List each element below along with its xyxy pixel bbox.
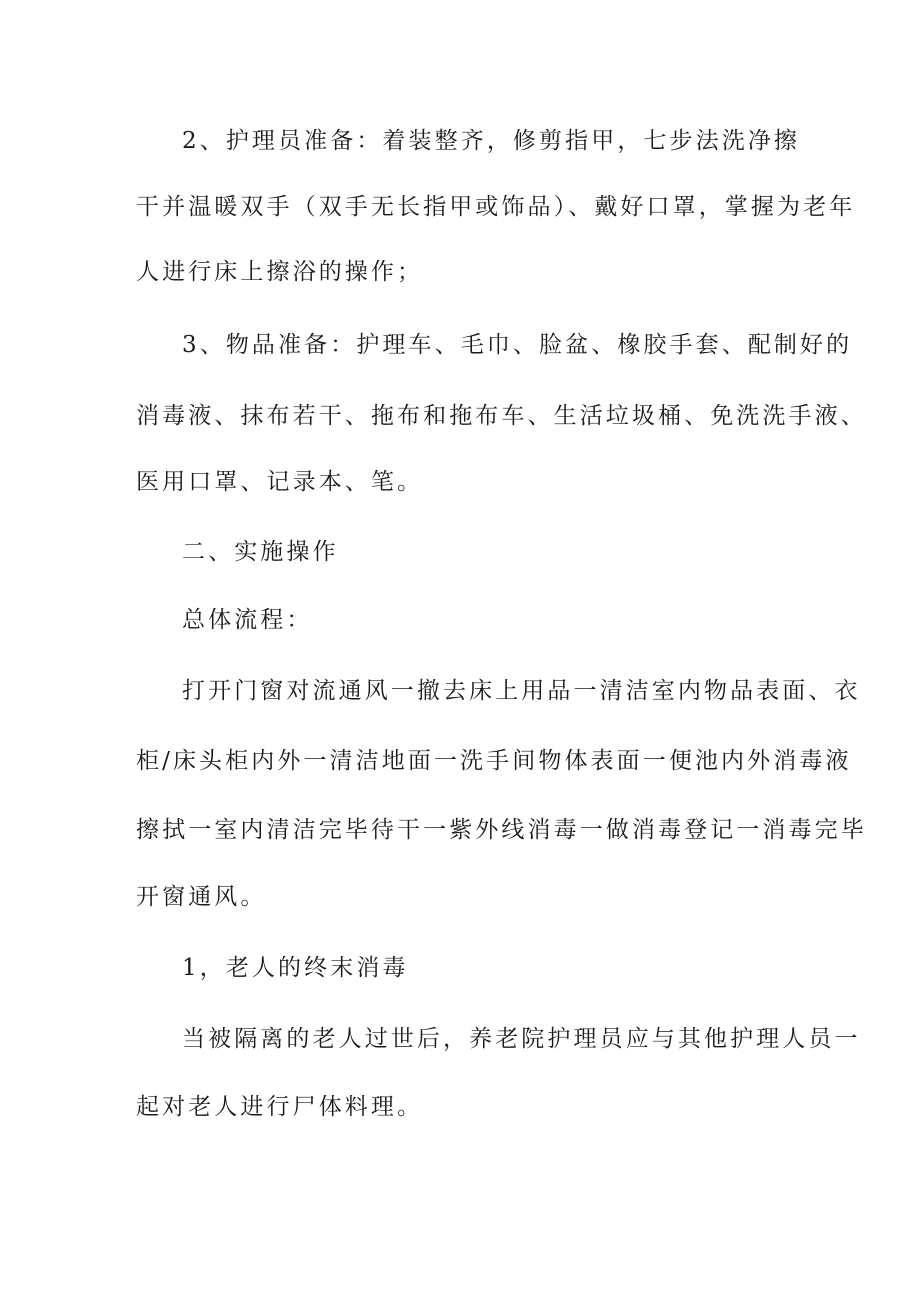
paragraph-line: 人进行床上擦浴的操作；	[136, 259, 424, 285]
paragraph-line: 当被隔离的老人过世后，养老院护理员应与其他护理人员一	[182, 1026, 861, 1052]
paragraph-line: 起对老人进行尸体料理。	[136, 1094, 424, 1120]
paragraph-line: 消毒液、抹布若干、拖布和拖布车、生活垃圾桶、免洗洗手液、	[136, 403, 867, 429]
section-heading: 二、实施操作	[182, 539, 339, 565]
subheading: 总体流程：	[182, 607, 313, 633]
subheading: 1，老人的终末消毒	[182, 955, 409, 981]
paragraph-line: 医用口罩、记录本、笔。	[136, 469, 424, 495]
paragraph-line: 柜/床头柜内外一清洁地面一洗手间物体表面一便池内外消毒液	[136, 748, 852, 774]
paragraph-line: 开窗通风。	[136, 884, 267, 910]
paragraph-line: 打开门窗对流通风一撤去床上用品一清洁室内物品表面、衣	[182, 678, 861, 704]
paragraph-line: 2、护理员准备：着装整齐，修剪指甲，七步法洗净擦	[182, 128, 801, 154]
paragraph-line: 擦拭一室内清洁完毕待干一紫外线消毒一做消毒登记一消毒完毕	[136, 817, 867, 843]
paragraph-line: 干并温暖双手（双手无长指甲或饰品）、戴好口罩，掌握为老年	[136, 194, 856, 220]
paragraph-line: 3、物品准备：护理车、毛巾、脸盆、橡胶手套、配制好的	[182, 332, 853, 358]
